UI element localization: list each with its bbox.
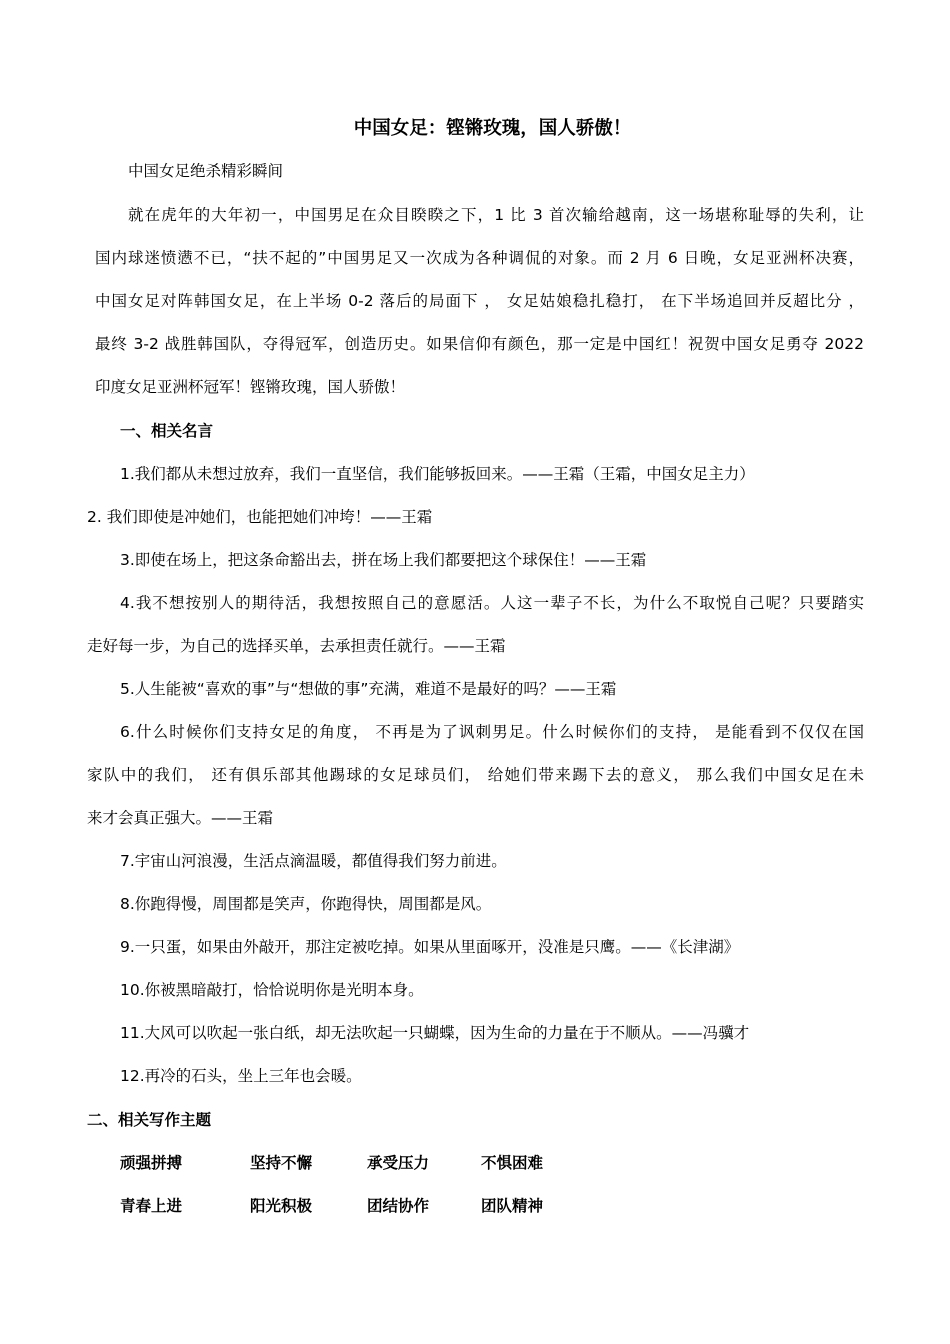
subtitle: 中国女足绝杀精彩瞬间	[128, 162, 284, 180]
quote-4-line-1: 4.我不想按别人的期待活，我想按照自己的意愿活。人这一辈子不长，为什么不取悦自己呢？只要踏实	[120, 594, 864, 612]
section-heading-quotes: 一、相关名言	[120, 422, 214, 440]
topic-item: 青春上进	[120, 1197, 183, 1215]
topic-item: 阳光积极	[250, 1197, 313, 1215]
quote-4-line-2: 走好每一步，为自己的选择买单，去承担责任就行。——王霜	[87, 637, 506, 655]
quote-12: 12.再冷的石头，坐上三年也会暖。	[120, 1067, 362, 1085]
topic-item: 团队精神	[481, 1197, 544, 1215]
quote-11: 11.大风可以吹起一张白纸，却无法吹起一只蝴蝶，因为生命的力量在于不顺从。——冯骥才	[120, 1024, 750, 1042]
topic-item: 团结协作	[367, 1197, 430, 1215]
quote-7: 7.宇宙山河浪漫，生活点滴温暖，都值得我们努力前进。	[120, 852, 507, 870]
document-title: 中国女足：铿锵玫瑰，国人骄傲！	[353, 118, 632, 139]
quote-6-line-2: 家队中的我们， 还有俱乐部其他踢球的女足球员们， 给她们带来踢下去的意义， 那么我们中国女足在未	[87, 766, 864, 784]
topic-item: 顽强拼搏	[120, 1154, 183, 1172]
topic-item: 坚持不懈	[250, 1154, 313, 1172]
quote-8: 8.你跑得慢，周围都是笑声，你跑得快，周围都是风。	[120, 895, 492, 913]
intro-line-1: 就在虎年的大年初一，中国男足在众目睽睽之下，1 比 3 首次输给越南，这一场堪称耻辱的失利，让	[128, 206, 864, 224]
quote-6-line-1: 6.什么时候你们支持女足的角度， 不再是为了讽刺男足。什么时候你们的支持， 是能看到不仅仅在国	[120, 723, 864, 741]
quote-1: 1.我们都从未想过放弃，我们一直坚信，我们能够扳回来。——王霜（王霜，中国女足主力）	[120, 465, 755, 483]
quote-5: 5.人生能被“喜欢的事”与“想做的事”充满，难道不是最好的吗？——王霜	[120, 680, 617, 698]
quote-3: 3.即使在场上，把这条命豁出去，拼在场上我们都要把这个球保住！——王霜	[120, 551, 647, 569]
intro-line-3: 中国女足对阵韩国女足，在上半场 0-2 落后的局面下 ， 女足姑娘稳扎稳打， 在下半场追回并反超比分 ，	[95, 292, 864, 310]
quote-10: 10.你被黑暗敲打，恰恰说明你是光明本身。	[120, 981, 424, 999]
topic-item: 不惧困难	[481, 1154, 544, 1172]
quote-2: 2. 我们即使是冲她们，也能把她们冲垮！——王霜	[87, 508, 433, 526]
topic-item: 承受压力	[367, 1154, 430, 1172]
section-heading-topics: 二、相关写作主题	[87, 1111, 212, 1129]
intro-line-5: 印度女足亚洲杯冠军！铿锵玫瑰，国人骄傲！	[95, 378, 406, 396]
quote-6-line-3: 来才会真正强大。——王霜	[87, 809, 274, 827]
intro-line-2: 国内球迷愤懑不已，“扶不起的”中国男足又一次成为各种调侃的对象。而 2 月 6 日晚，女足亚洲杯决赛，	[95, 249, 864, 267]
quote-9: 9.一只蛋，如果由外敲开，那注定被吃掉。如果从里面啄开，没准是只鹰。——《长津湖》	[120, 938, 740, 956]
intro-line-4: 最终 3-2 战胜韩国队，夺得冠军，创造历史。如果信仰有颜色，那一定是中国红！祝贺中国女足勇夺 2022	[95, 335, 864, 353]
